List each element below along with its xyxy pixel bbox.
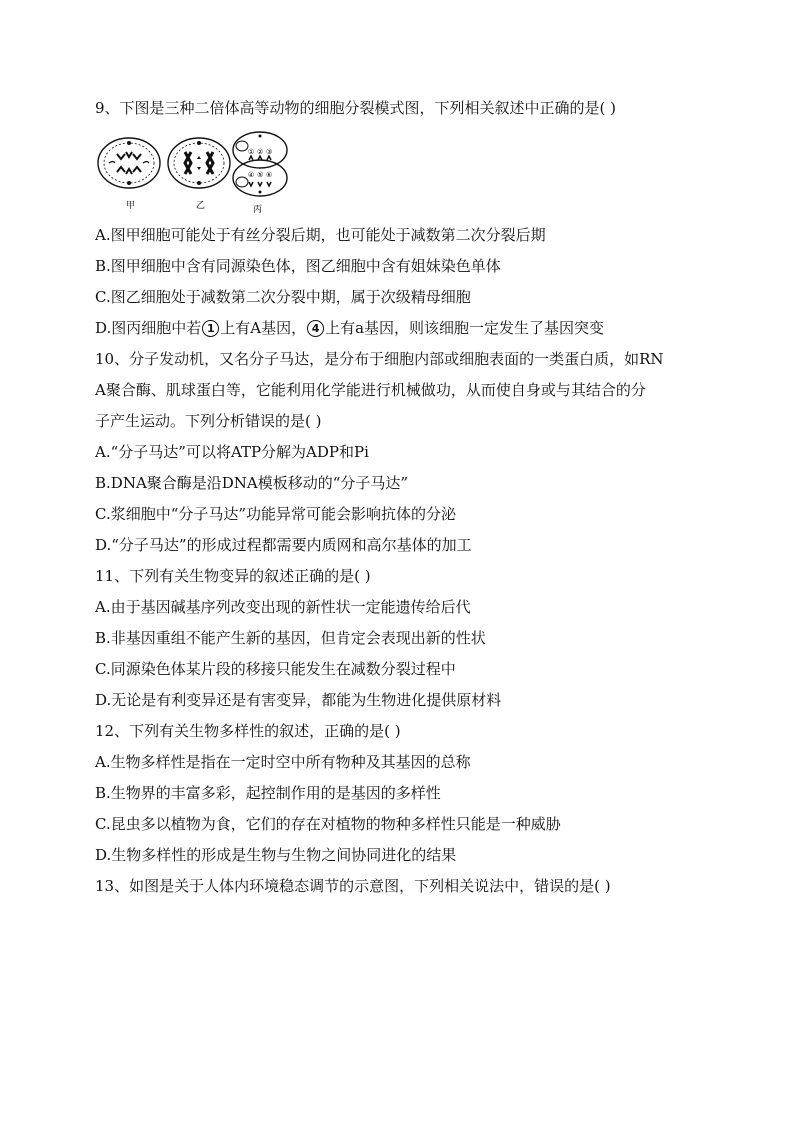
figure-label-bing: 丙	[253, 205, 263, 215]
numeral-3: ③	[266, 148, 273, 156]
q11-option-a: A.由于基因碱基序列改变出现的新性状一定能遗传给后代	[95, 598, 471, 616]
q9-option-c: C.图乙细胞处于减数第二次分裂中期，属于次级精母细胞	[95, 288, 471, 306]
q12-option-c: C.昆虫多以植物为食，它们的存在对植物的物种多样性只能是一种威胁	[95, 815, 561, 833]
q11-option-d: D.无论是有利变异还是有害变异，都能为生物进化提供原材料	[95, 691, 502, 709]
q9-option-d-suffix: 上有a基因，则该细胞一定发生了基因突变	[325, 319, 605, 337]
circled-numeral-1: 1	[202, 320, 219, 337]
q12-option-b: B.生物界的丰富多彩，起控制作用的是基因的多样性	[95, 784, 441, 802]
q11-option-c: C.同源染色体某片段的移接只能发生在减数分裂过程中	[95, 660, 456, 678]
numeral-5: ⑤	[257, 171, 264, 179]
cell-division-diagram	[95, 130, 295, 215]
q9-stem: 9、下图是三种二倍体高等动物的细胞分裂模式图，下列相关叙述中正确的是( )	[95, 99, 617, 117]
figure-label-yi: 乙	[196, 201, 206, 211]
q11-option-b: B.非基因重组不能产生新的基因，但肯定会表现出新的性状	[95, 629, 486, 647]
q10-option-b: B.DNA聚合酶是沿DNA模板移动的“分子马达”	[95, 474, 409, 492]
q10-option-c: C.浆细胞中“分子马达”功能异常可能会影响抗体的分泌	[95, 505, 457, 523]
circled-numeral-4: 4	[307, 320, 324, 337]
q12-option-d: D.生物多样性的形成是生物与生物之间协同进化的结果	[95, 846, 457, 864]
q9-option-a: A.图甲细胞可能处于有丝分裂后期，也可能处于减数第二次分裂后期	[95, 226, 546, 244]
q10-stem-line-1: 10、分子发动机，又名分子马达，是分布于细胞内部或细胞表面的一类蛋白质，如RN	[95, 350, 664, 368]
figure-label-jia: 甲	[126, 201, 136, 211]
cell-division-figure	[95, 130, 295, 215]
q12-option-a: A.生物多样性是指在一定时空中所有物种及其基因的总称	[95, 753, 471, 771]
q10-stem-line-3: 子产生运动。下列分析错误的是( )	[95, 412, 322, 430]
q9-option-d-prefix: D.图丙细胞中若	[95, 319, 202, 337]
q12-stem: 12、下列有关生物多样性的叙述，正确的是( )	[95, 722, 401, 740]
q10-stem-line-2: A聚合酶、肌球蛋白等，它能利用化学能进行机械做功，从而使自身或与其结合的分	[95, 381, 646, 399]
q10-option-d: D.“分子马达”的形成过程都需要内质网和高尔基体的加工	[95, 536, 472, 554]
numeral-6: ⑥	[266, 171, 273, 179]
q11-stem: 11、下列有关生物变异的叙述正确的是( )	[95, 567, 371, 585]
numeral-1: ①	[248, 148, 255, 156]
q9-option-b: B.图甲细胞中含有同源染色体，图乙细胞中含有姐妹染色单体	[95, 257, 501, 275]
q13-stem: 13、如图是关于人体内环境稳态调节的示意图，下列相关说法中，错误的是( )	[95, 877, 611, 895]
numeral-2: ②	[257, 148, 264, 156]
q10-option-a: A.“分子马达”可以将ATP分解为ADP和Pi	[95, 443, 369, 461]
q9-option-d	[95, 318, 604, 338]
numeral-4: ④	[248, 171, 255, 179]
q9-option-d-middle: 上有A基因，	[220, 319, 307, 337]
